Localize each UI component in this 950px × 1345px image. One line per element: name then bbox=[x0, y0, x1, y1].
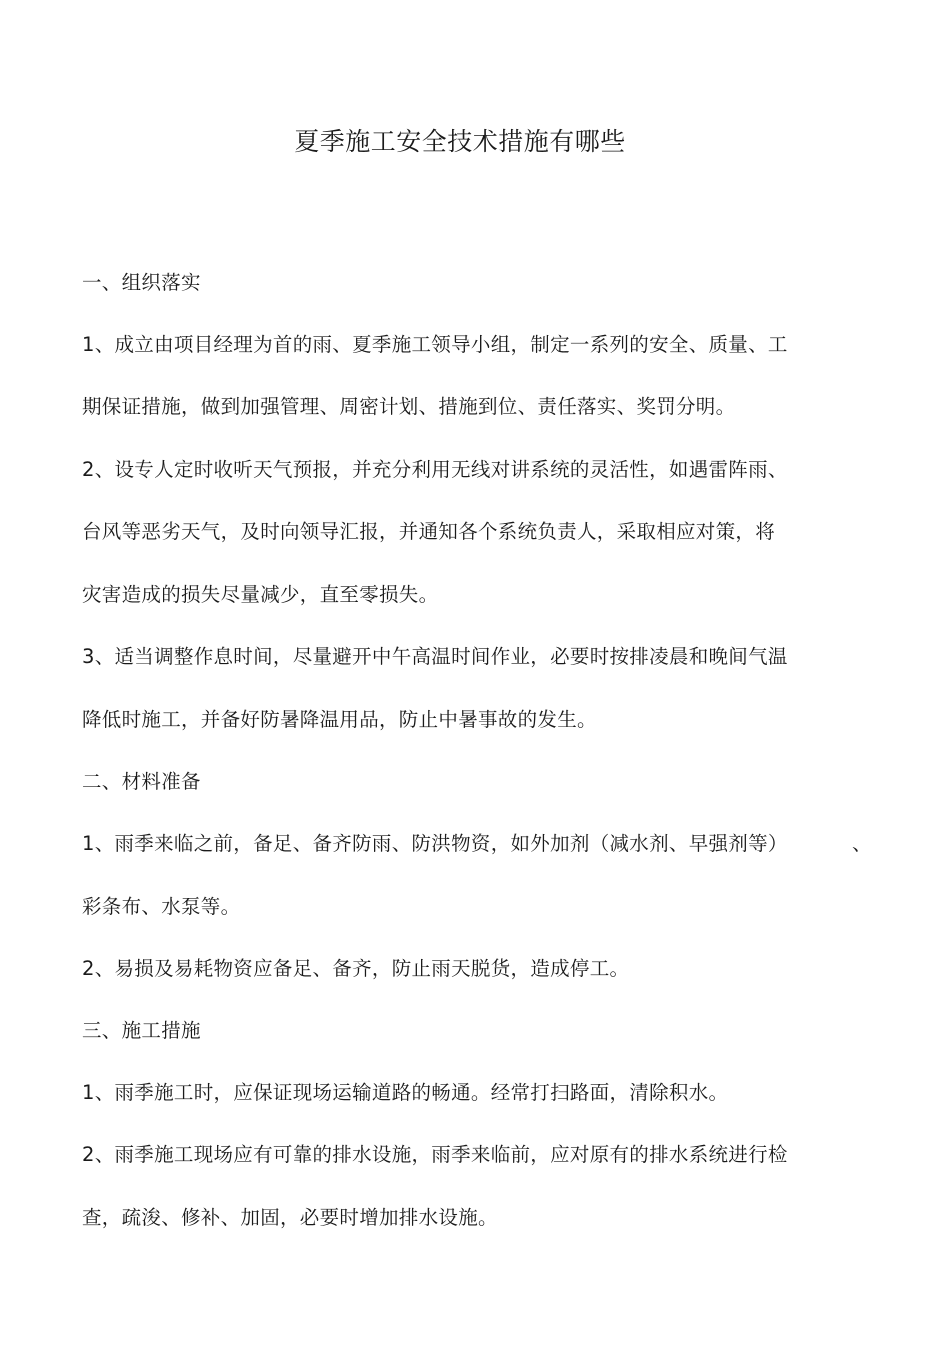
paragraph-line: 查，疏浚、修补、加固，必要时增加排水设施。 bbox=[82, 1206, 498, 1229]
paragraph-line: 2、易损及易耗物资应备足、备齐，防止雨天脱货，造成停工。 bbox=[82, 957, 630, 980]
paragraph-line: 1、雨季施工时，应保证现场运输道路的畅通。经常打扫路面，清除积水。 bbox=[82, 1081, 729, 1104]
paragraph-line: 1、雨季来临之前，备足、备齐防雨、防洪物资，如外加剂（减水剂、早强剂等） bbox=[82, 832, 788, 855]
document-title: 夏季施工安全技术措施有哪些 bbox=[294, 127, 626, 156]
paragraph-line: 台风等恶劣天气，及时向领导汇报，并通知各个系统负责人，采取相应对策，将 bbox=[82, 520, 776, 543]
paragraph-line: 3、适当调整作息时间，尽量避开中午高温时间作业，必要时按排凌晨和晚间气温 bbox=[82, 645, 788, 668]
section-heading-construction: 三、施工措施 bbox=[82, 1019, 201, 1042]
paragraph-line: 灾害造成的损失尽量减少，直至零损失。 bbox=[82, 583, 439, 606]
paragraph-line: 2、设专人定时收听天气预报，并充分利用无线对讲系统的灵活性，如遇雷阵雨、 bbox=[82, 458, 788, 481]
paragraph-line: 2、雨季施工现场应有可靠的排水设施，雨季来临前，应对原有的排水系统进行检 bbox=[82, 1143, 788, 1166]
section-heading-materials: 二、材料准备 bbox=[82, 770, 201, 793]
paragraph-line: 期保证措施，做到加强管理、周密计划、措施到位、责任落实、奖罚分明。 bbox=[82, 395, 736, 418]
paragraph-line: 降低时施工，并备好防暑降温用品，防止中暑事故的发生。 bbox=[82, 708, 597, 731]
trailing-punctuation: 、 bbox=[852, 832, 872, 855]
paragraph-line: 1、成立由项目经理为首的雨、夏季施工领导小组，制定一系列的安全、质量、工 bbox=[82, 333, 788, 356]
paragraph-line: 彩条布、水泵等。 bbox=[82, 895, 241, 918]
section-heading-organization: 一、组织落实 bbox=[82, 271, 201, 294]
